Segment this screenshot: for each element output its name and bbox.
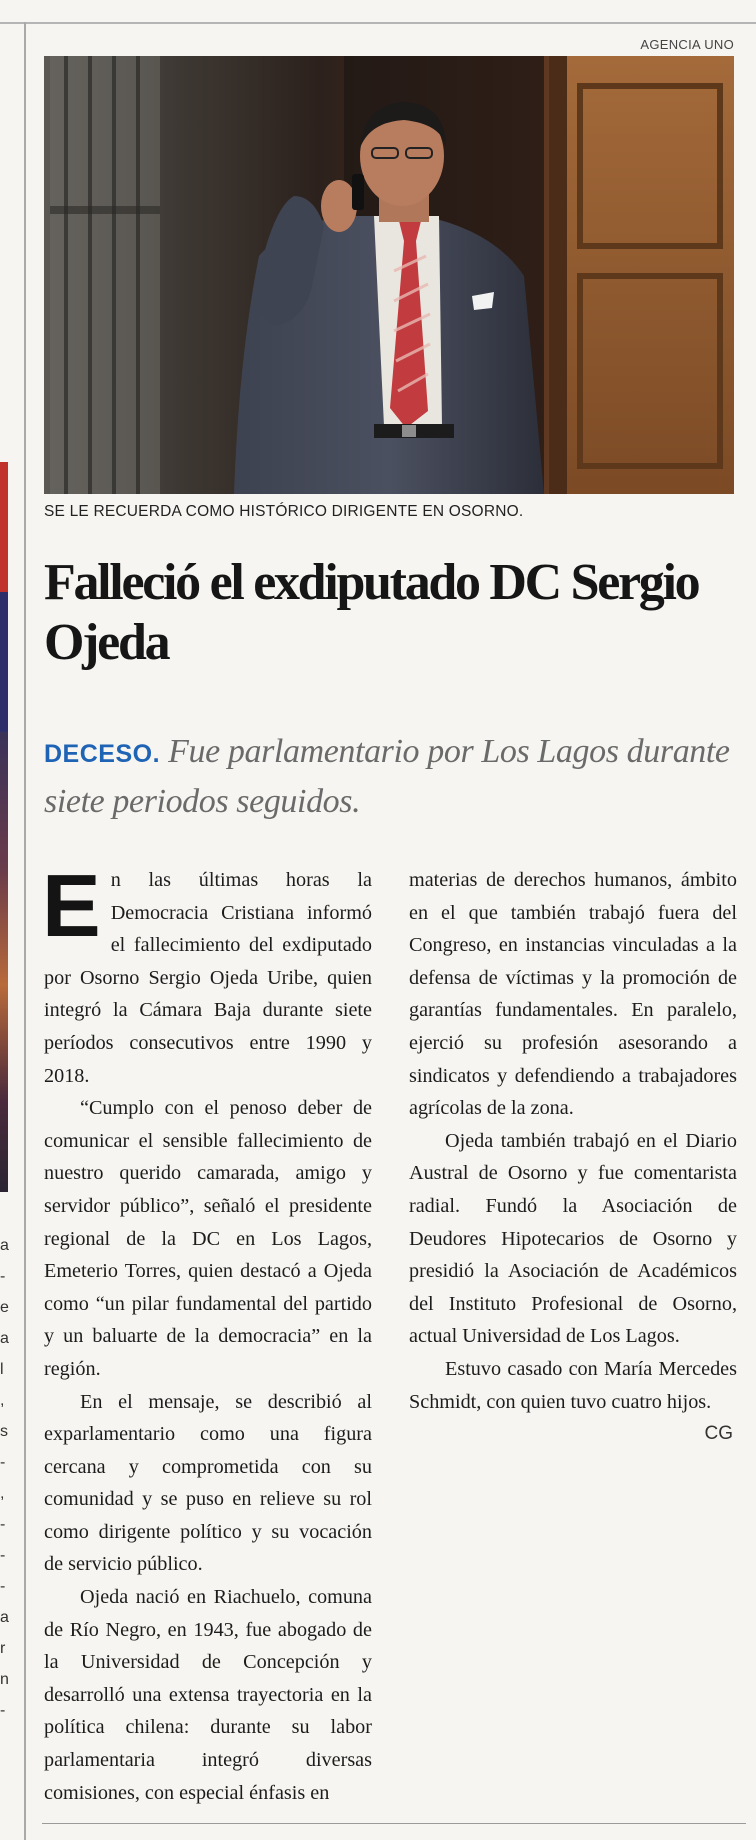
- article-paragraph: [409, 1353, 737, 1445]
- fragment-char: n: [0, 1671, 9, 1688]
- paragraph-text: n las últimas horas la Democracia Cristiana informó el fallecimiento del exdiputado por Osorno Sergio Ojeda Uribe, quien integró la Cámara Baja durante siete períodos consecutivos entre 1990 y 2018.: [44, 869, 372, 1087]
- paragraph-text: Ojeda nació en Riachuelo, comuna de Río Negro, en 1943, fue abogado de la Universidad de Concepción y desarrolló una extensa trayectoria en la política chilena: durante su labor parlamentaria integró diversas comisiones, con especial énfasis en: [44, 1586, 372, 1804]
- section-kicker: DECESO.: [44, 740, 161, 768]
- adjacent-page-edge: [0, 732, 8, 1192]
- fragment-char: e: [0, 1299, 9, 1316]
- adjacent-page-edge: [0, 462, 8, 592]
- fragment-char: s: [0, 1423, 8, 1440]
- drop-cap: E: [42, 856, 101, 955]
- fragment-char: a: [0, 1237, 9, 1254]
- end-mark: CG: [704, 1423, 733, 1445]
- fragment-char: -: [0, 1516, 6, 1533]
- article-paragraph-continued: materias de derechos humanos, ámbito en el que también trabajó fuera del Congreso, en instancias vinculadas a la defensa de víctimas y la promoción de garantías fundamentales. En paralelo, ejerció su profesión asesorando a sindicatos y defendiendo a trabajadores agrícolas de la zona.: [409, 869, 737, 1120]
- article-paragraph: En el mensaje, se describió al exparlamentario como una figura cercana y comprometida con su comunidad y se puso en relieve su rol como dirigente político y su vocación de servicio público.: [44, 1390, 372, 1576]
- fragment-char: a: [0, 1330, 9, 1347]
- photo-credit: AGENCIA UNO: [640, 37, 734, 52]
- fragment-char: -: [0, 1268, 6, 1285]
- news-photo: [44, 56, 734, 494]
- fragment-char: r: [0, 1640, 6, 1657]
- fragment-char: l: [0, 1361, 4, 1378]
- article-paragraph: [44, 1581, 372, 1809]
- adjacent-page-edge: [0, 592, 8, 732]
- article-paragraph: “Cumplo con el penoso deber de comunicar el sensible fallecimiento de nuestro querido camarada, amigo y servidor público”, señaló el presidente regional de la DC en Los Lagos, Emeterio Torres, quien destacó a Ojeda como “un pilar fundamental del partido y un baluarte de la democracia” en la región.: [44, 1097, 372, 1380]
- subheadline-text: Fue parlamentario por Los Lagos durante siete periodos seguidos.: [44, 733, 730, 820]
- article-paragraph: Ojeda también trabajó en el Diario Austral de Osorno y fue comentarista radial. Fundó la Asociación de Deudores Hipotecarios de Osorno y presidió la Asociación de Académicos del Instituto Profesional de Osorno, actual Universidad de Los Lagos.: [409, 1129, 737, 1348]
- headline: Falleció el exdiputado DC Sergio Ojeda: [44, 554, 699, 671]
- fragment-char: -: [0, 1702, 6, 1719]
- fragment-char: ,: [0, 1392, 5, 1409]
- fragment-char: a: [0, 1609, 9, 1626]
- bottom-rule: [42, 1823, 746, 1824]
- fragment-char: -: [0, 1547, 6, 1564]
- article-column-left: [42, 856, 372, 1809]
- fragment-char: -: [0, 1578, 6, 1595]
- photo-caption: SE LE RECUERDA COMO HISTÓRICO DIRIGENTE EN OSORNO.: [44, 503, 524, 520]
- top-rule: [0, 22, 756, 24]
- column-divider: [24, 22, 26, 1840]
- article-column-right: [409, 864, 737, 1451]
- subheadline: [44, 728, 734, 825]
- adjacent-column-fragments: [0, 1230, 10, 1726]
- paragraph-text: Estuvo casado con María Mercedes Schmidt, con quien tuvo cuatro hijos.: [409, 1357, 737, 1413]
- man-on-phone-illustration: [44, 56, 734, 494]
- article-paragraph: [42, 856, 372, 1092]
- fragment-char: ,: [0, 1485, 5, 1502]
- fragment-char: -: [0, 1454, 6, 1471]
